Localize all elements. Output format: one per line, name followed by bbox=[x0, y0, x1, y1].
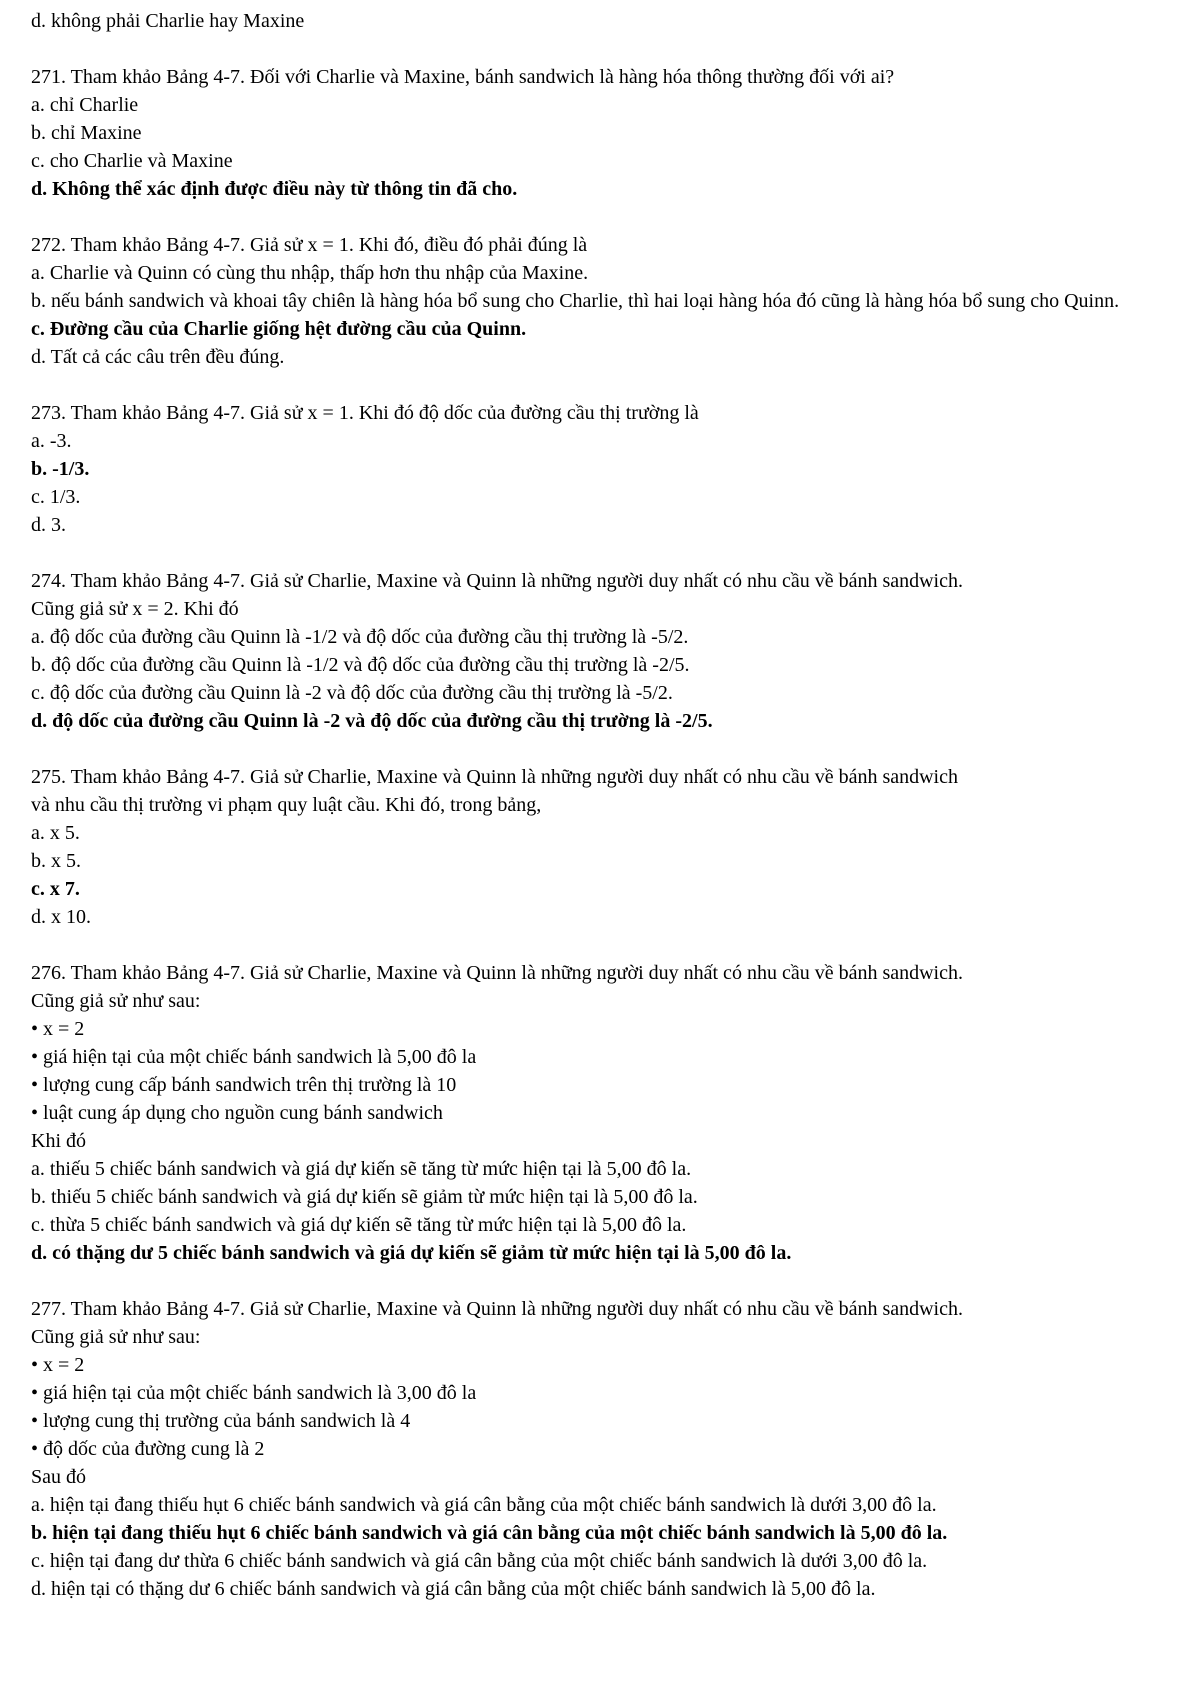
answer-option: c. hiện tại đang dư thừa 6 chiếc bánh sandwich và giá cân bằng của một chiếc bánh sandwich là dưới 3,00 đô la. bbox=[31, 1550, 928, 1572]
question-stem-line: • x = 2 bbox=[31, 1018, 85, 1040]
question-stem: 272. Tham khảo Bảng 4-7. Giả sử x = 1. Khi đó, điều đó phải đúng là bbox=[31, 234, 588, 256]
answer-option: d. 3. bbox=[31, 514, 66, 536]
question-stem-line: • giá hiện tại của một chiếc bánh sandwich là 3,00 đô la bbox=[31, 1382, 477, 1404]
answer-option-correct: d. độ dốc của đường cầu Quinn là -2 và độ dốc của đường cầu thị trường là -2/5. bbox=[31, 710, 713, 732]
answer-option-correct: b. hiện tại đang thiếu hụt 6 chiếc bánh sandwich và giá cân bằng của một chiếc bánh sandwich là 5,00 đô la. bbox=[31, 1522, 948, 1544]
answer-option-correct: b. -1/3. bbox=[31, 458, 90, 480]
question-spacer bbox=[31, 1267, 1171, 1295]
question-stem-line: • luật cung áp dụng cho nguồn cung bánh sandwich bbox=[31, 1102, 443, 1124]
question-stem-line: Khi đó bbox=[31, 1130, 86, 1152]
answer-option: a. hiện tại đang thiếu hụt 6 chiếc bánh sandwich và giá cân bằng của một chiếc bánh sandwich là dưới 3,00 đô la. bbox=[31, 1494, 937, 1516]
answer-option: d. hiện tại có thặng dư 6 chiếc bánh sandwich và giá cân bằng của một chiếc bánh sandwich là 5,00 đô la. bbox=[31, 1578, 876, 1600]
question-block bbox=[31, 959, 1171, 1267]
answer-option: c. thừa 5 chiếc bánh sandwich và giá dự kiến sẽ tăng từ mức hiện tại là 5,00 đô la. bbox=[31, 1214, 687, 1236]
answer-option: c. 1/3. bbox=[31, 486, 81, 508]
answer-option: b. chỉ Maxine bbox=[31, 122, 142, 144]
question-block bbox=[31, 567, 1171, 735]
question-spacer bbox=[31, 203, 1171, 231]
answer-option: c. cho Charlie và Maxine bbox=[31, 150, 233, 172]
answer-option: a. -3. bbox=[31, 430, 72, 452]
question-block bbox=[31, 763, 1171, 931]
question-block bbox=[31, 63, 1171, 203]
question-stem: 274. Tham khảo Bảng 4-7. Giả sử Charlie, Maxine và Quinn là những người duy nhất có nhu cầu về bánh sandwich. bbox=[31, 570, 963, 592]
question-spacer bbox=[31, 371, 1171, 399]
document-page bbox=[31, 7, 1171, 1603]
question-stem-line: • lượng cung thị trường của bánh sandwich là 4 bbox=[31, 1410, 411, 1432]
answer-option: d. Tất cả các câu trên đều đúng. bbox=[31, 346, 285, 368]
answer-option: a. thiếu 5 chiếc bánh sandwich và giá dự kiến sẽ tăng từ mức hiện tại là 5,00 đô la. bbox=[31, 1158, 692, 1180]
question-list bbox=[31, 35, 1171, 1603]
question-block bbox=[31, 1295, 1171, 1603]
answer-option: c. độ dốc của đường cầu Quinn là -2 và độ dốc của đường cầu thị trường là -5/2. bbox=[31, 682, 673, 704]
question-stem: 271. Tham khảo Bảng 4-7. Đối với Charlie và Maxine, bánh sandwich là hàng hóa thông thường đối với ai? bbox=[31, 66, 895, 88]
answer-option-correct: c. Đường cầu của Charlie giống hệt đường cầu của Quinn. bbox=[31, 318, 527, 340]
question-stem-line: và nhu cầu thị trường vi phạm quy luật cầu. Khi đó, trong bảng, bbox=[31, 794, 542, 816]
question-stem: 277. Tham khảo Bảng 4-7. Giả sử Charlie, Maxine và Quinn là những người duy nhất có nhu cầu về bánh sandwich. bbox=[31, 1298, 963, 1320]
answer-option: a. độ dốc của đường cầu Quinn là -1/2 và độ dốc của đường cầu thị trường là -5/2. bbox=[31, 626, 689, 648]
question-stem: 276. Tham khảo Bảng 4-7. Giả sử Charlie, Maxine và Quinn là những người duy nhất có nhu cầu về bánh sandwich. bbox=[31, 962, 963, 984]
answer-option: a. Charlie và Quinn có cùng thu nhập, thấp hơn thu nhập của Maxine. bbox=[31, 262, 589, 284]
question-stem: 275. Tham khảo Bảng 4-7. Giả sử Charlie, Maxine và Quinn là những người duy nhất có nhu cầu về bánh sandwich bbox=[31, 766, 958, 788]
answer-option: b. x 5. bbox=[31, 850, 81, 872]
answer-option-correct: c. x 7. bbox=[31, 878, 80, 900]
question-block bbox=[31, 399, 1171, 539]
answer-option: b. nếu bánh sandwich và khoai tây chiên là hàng hóa bổ sung cho Charlie, thì hai loại hàng hóa đó cũng là hàng hóa bổ sung cho Quinn. bbox=[31, 290, 1120, 312]
answer-option-correct: d. Không thể xác định được điều này từ thông tin đã cho. bbox=[31, 178, 518, 200]
question-stem-line: Cũng giả sử như sau: bbox=[31, 1326, 201, 1348]
answer-option: b. độ dốc của đường cầu Quinn là -1/2 và độ dốc của đường cầu thị trường là -2/5. bbox=[31, 654, 690, 676]
lead-line: d. không phải Charlie hay Maxine bbox=[31, 10, 305, 32]
question-spacer bbox=[31, 35, 1171, 63]
question-spacer bbox=[31, 735, 1171, 763]
question-spacer bbox=[31, 539, 1171, 567]
answer-option: b. thiếu 5 chiếc bánh sandwich và giá dự kiến sẽ giảm từ mức hiện tại là 5,00 đô la. bbox=[31, 1186, 698, 1208]
question-stem-line: • x = 2 bbox=[31, 1354, 85, 1376]
answer-option: a. x 5. bbox=[31, 822, 80, 844]
question-stem-line: Cũng giả sử x = 2. Khi đó bbox=[31, 598, 239, 620]
question-spacer bbox=[31, 931, 1171, 959]
question-stem: 273. Tham khảo Bảng 4-7. Giả sử x = 1. Khi đó độ dốc của đường cầu thị trường là bbox=[31, 402, 699, 424]
question-block bbox=[31, 231, 1171, 371]
question-stem-line: Cũng giả sử như sau: bbox=[31, 990, 201, 1012]
question-stem-line: • giá hiện tại của một chiếc bánh sandwich là 5,00 đô la bbox=[31, 1046, 477, 1068]
answer-option: d. x 10. bbox=[31, 906, 91, 928]
answer-option: a. chỉ Charlie bbox=[31, 94, 139, 116]
answer-option-correct: d. có thặng dư 5 chiếc bánh sandwich và giá dự kiến sẽ giảm từ mức hiện tại là 5,00 đô la. bbox=[31, 1242, 792, 1264]
question-stem-line: • lượng cung cấp bánh sandwich trên thị trường là 10 bbox=[31, 1074, 457, 1096]
question-stem-line: Sau đó bbox=[31, 1466, 86, 1488]
question-stem-line: • độ dốc của đường cung là 2 bbox=[31, 1438, 265, 1460]
